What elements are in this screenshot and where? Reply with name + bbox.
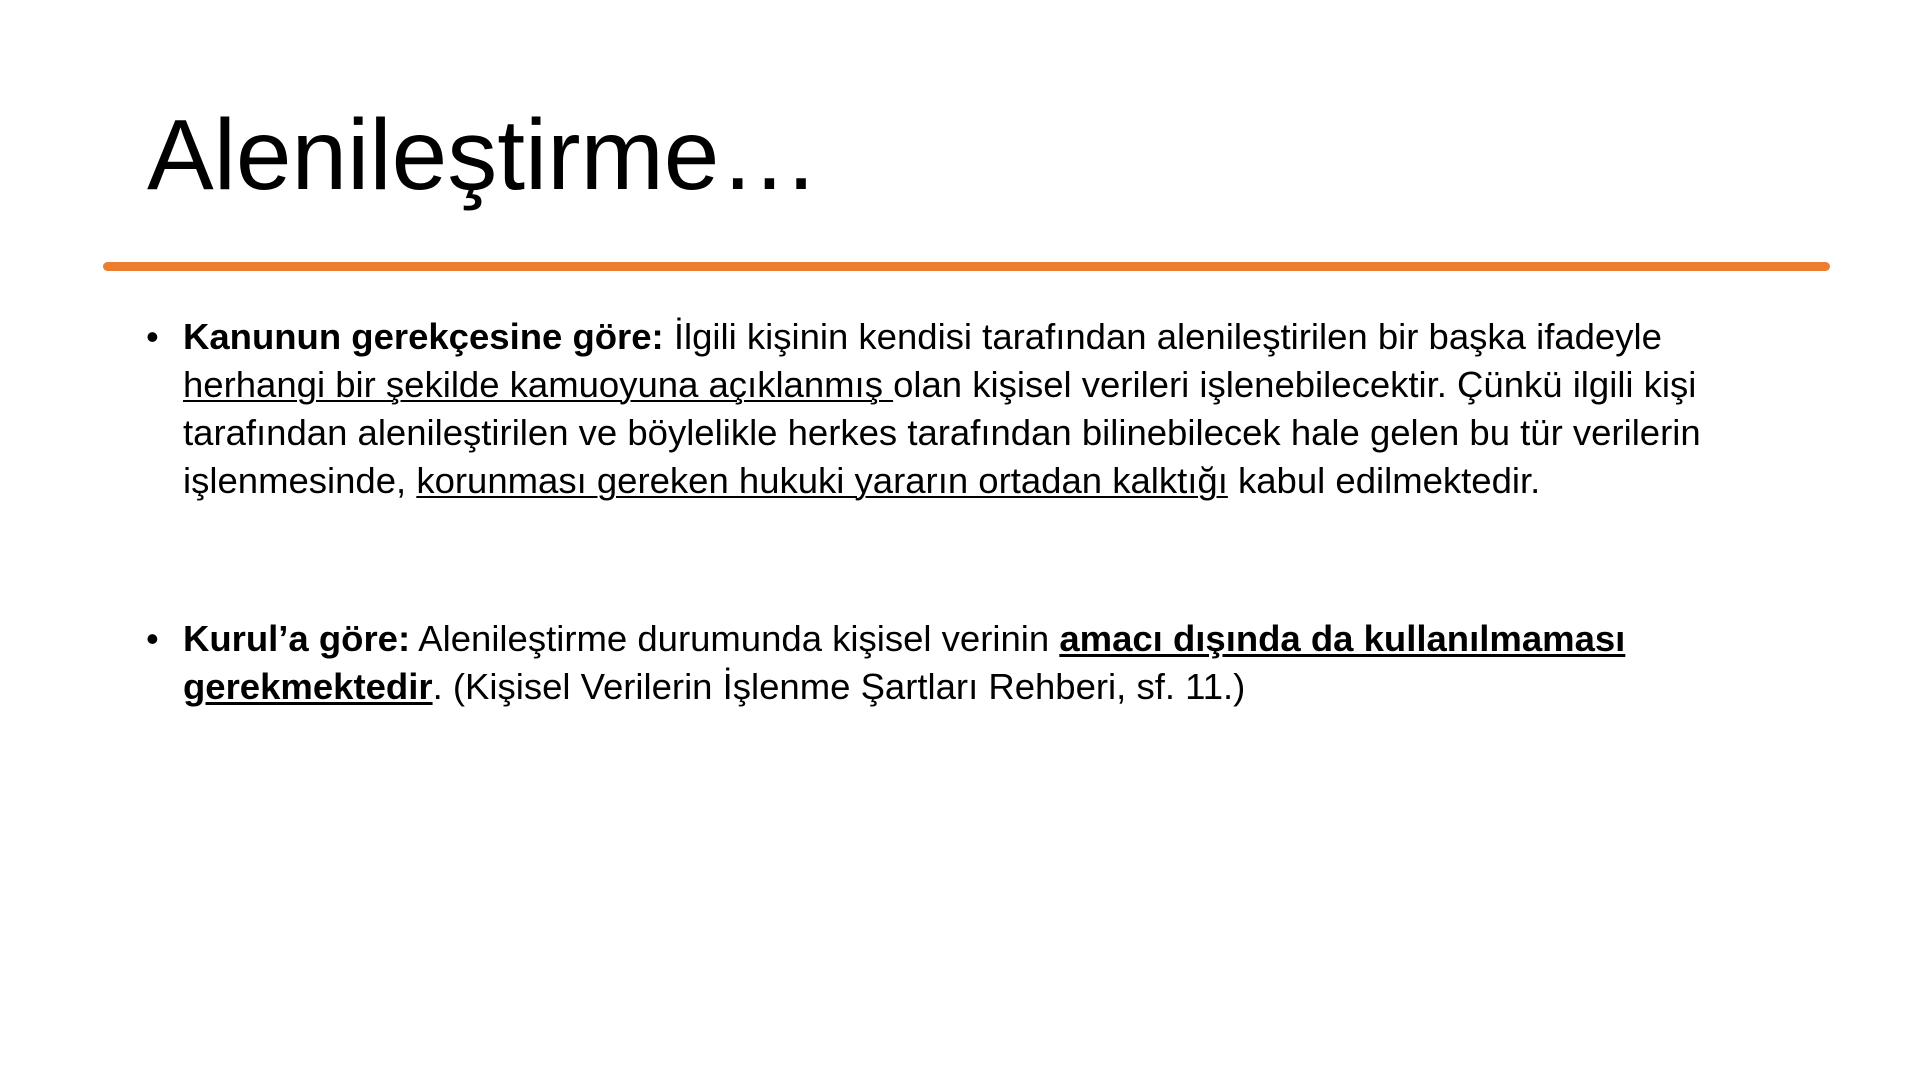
bullet-text: kabul edilmektedir. — [1227, 460, 1541, 501]
bullet-list — [146, 313, 1796, 711]
bullet-lead: Kanunun gerekçesine göre: — [183, 316, 664, 357]
bullet-text: olan kişisel verileri işlenebilecektir. Çünkü ilgili kişi tarafından alenileştirilen ve böylelikle herkes tarafından bilinebilecek hale gelen bu tür verilerin işlenmesinde, — [183, 364, 1701, 501]
bullet-text: Alenileştirme durumunda kişisel verinin — [410, 618, 1060, 659]
bullet-kurul — [146, 615, 1796, 711]
title-divider — [103, 262, 1830, 271]
underlined-phrase: korunması gereken hukuki yararın ortadan kalktığı — [416, 460, 1228, 501]
underlined-phrase: herhangi bir şekilde kamuoyuna açıklanmış — [183, 364, 894, 405]
bullet-text: . (Kişisel Verilerin İşlenme Şartları Rehberi, sf. 11.) — [432, 666, 1246, 707]
bullet-kanun-gerekcesi — [146, 313, 1796, 505]
bullet-lead: Kurul’a göre: — [183, 618, 411, 659]
bold-underlined-phrase: amacı dışında da kullanılmaması gerekmektedir — [183, 618, 1626, 707]
slide-title: Alenileştirme… — [147, 99, 820, 211]
bullet-text: İlgili kişinin kendisi tarafından alenileştirilen bir başka ifadeyle — [663, 316, 1662, 357]
bullet-icon: • — [146, 618, 159, 659]
bullet-icon: • — [146, 316, 159, 357]
